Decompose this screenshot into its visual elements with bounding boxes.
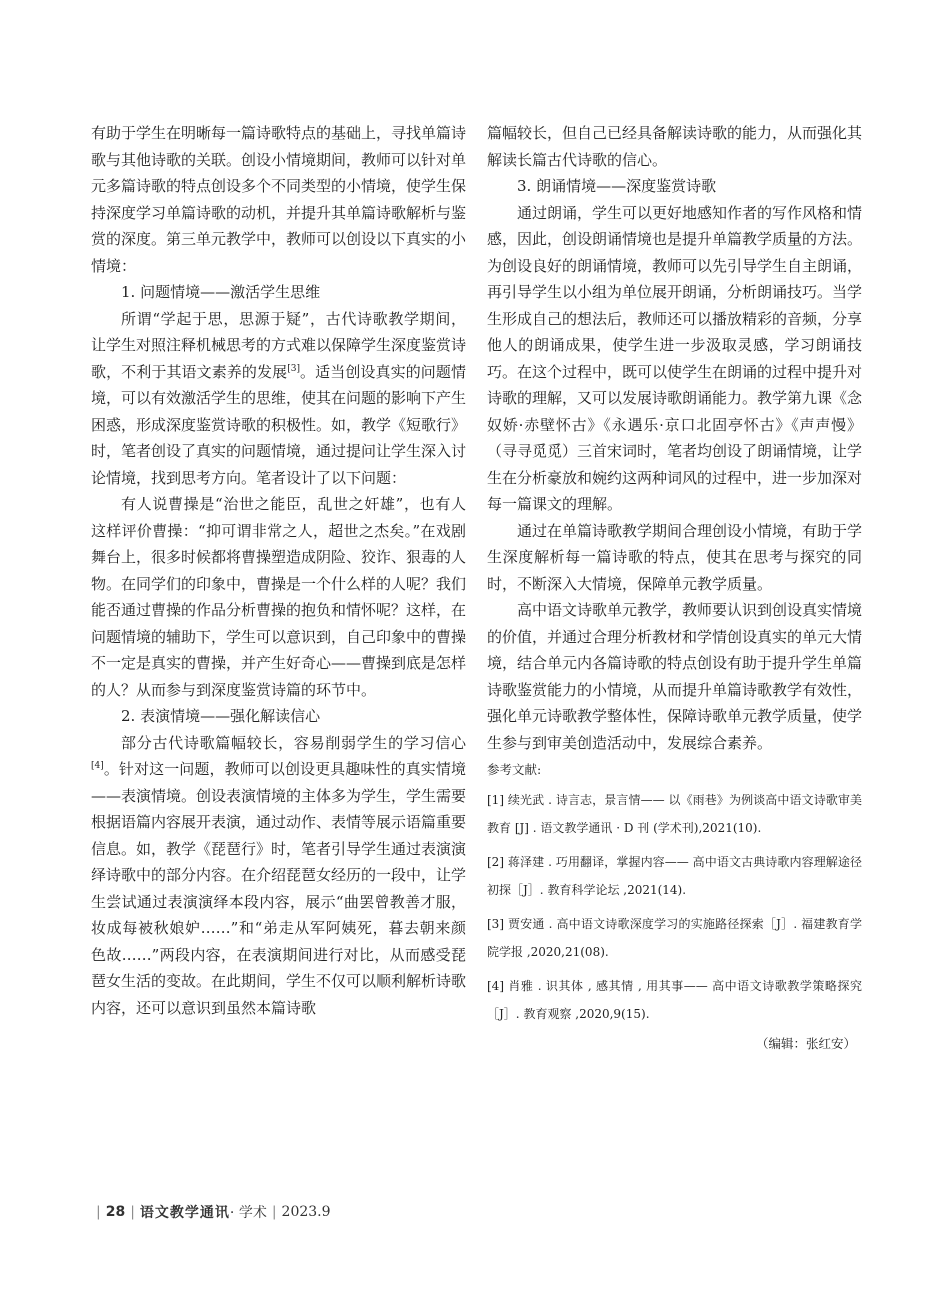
reference-item: [4] 肖雅 . 识其体 , 感其情 , 用其事—— 高中语文诗歌教学策略探究［J］. 教育观察 ,2020,9(15). — [487, 979, 862, 1021]
left-column — [91, 120, 466, 1021]
citation-marker[interactable]: [3] — [287, 363, 300, 374]
section-heading: 3. 朗诵情境——深度鉴赏诗歌 — [517, 177, 717, 195]
paragraph: 高中语文诗歌单元教学，教师要认识到创设真实情境的价值，并通过合理分析教材和学情创设真实的单元大情境，结合单元内各篇诗歌的特点创设有助于提升学生单篇诗歌鉴赏能力的小情境，从而提升单篇诗歌教学有效性，强化单元诗歌教学整体性，保障诗歌单元教学质量，使学生参与到审美创造活动中，发展综合素养。 — [487, 601, 863, 752]
divider: | — [271, 1204, 277, 1220]
section-heading: 1. 问题情境——激活学生思维 — [121, 283, 321, 301]
paragraph-text: 。适当创设真实的问题情境，可以有效激活学生的思维，使其在问题的影响下产生困惑，形成深度鉴赏诗歌的积极性。如，教学《短歌行》时，笔者创设了真实的问题情境，通过提问让学生深入讨论情境，找到思考方向。笔者设计了以下问题： — [91, 362, 467, 487]
reference-item: [3] 贾安通 . 高中语文诗歌深度学习的实施路径探索［J］. 福建教育学院学报 ,2020,21(08). — [487, 917, 862, 959]
paragraph: 通过朗诵，学生可以更好地感知作者的写作风格和情感，因此，创设朗诵情境也是提升单篇教学质量的方法。为创设良好的朗诵情境，教师可以先引导学生自主朗诵，再引导学生以小组为单位展开朗诵，分析朗诵技巧。当学生形成自己的想法后，教师还可以播放精彩的音频，分享他人的朗诵成果，使学生进一步汲取灵感，学习朗诵技巧。在这个过程中，既可以使学生在朗诵的过程中提升对诗歌的理解，又可以发展诗歌朗诵能力。教学第九课《念奴娇·赤壁怀古》《永遇乐·京口北固亭怀古》《声声慢》（寻寻觅觅）三首宋词时，笔者均创设了朗诵情境，让学生在分析豪放和婉约这两种词风的过程中，进一步加深对每一篇课文的理解。 — [487, 203, 863, 513]
journal-title: 语文教学通讯 — [139, 1205, 230, 1221]
citation-marker[interactable]: [4] — [91, 761, 104, 771]
paragraph-text: 部分古代诗歌篇幅较长，容易削弱学生的学习信心 — [121, 733, 466, 752]
right-column — [487, 120, 862, 1052]
paragraph-text: 。针对这一问题，教师可以创设更具趣味性的真实情境——表演情境。创设表演情境的主体多为学生，学生需要根据语篇内容展开表演，通过动作、表情等展示语篇重要信息。如，教学《琵琶行》时，笔者引导学生通过表演演绎诗歌中的部分内容。在介绍琵琶女经历的一段中，让学生尝试通过表演演绎本段内容，展示“曲罢曾教善才服，妆成每被秋娘妒……”和“弟走从军阿姨死，暮去朝来颜色故……”两段内容，在表演期间进行对比，从而感受琵琶女生活的变故。在此期间，学生不仅可以顺利解析诗歌内容，还可以意识到虽然本篇诗歌 — [91, 760, 467, 1017]
journal-section: · 学术 — [229, 1205, 267, 1221]
paragraph — [91, 730, 466, 1022]
divider: | — [130, 1204, 135, 1220]
reference-item: [1] 续光武 . 诗言志，景言情—— 以《雨巷》为例谈高中语文诗歌审美教育 [J] . 语文教学通讯 · D 刊 (学术刊),2021(10). — [487, 793, 862, 835]
paragraph: 有助于学生在明晰每一篇诗歌特点的基础上，寻找单篇诗歌与其他诗歌的关联。创设小情境期间，教师可以针对单元多篇诗歌的特点创设多个不同类型的小情境，使学生保持深度学习单篇诗歌的动机，并提升其单篇诗歌解析与鉴赏的深度。第三单元教学中，教师可以创设以下真实的小情境： — [91, 124, 467, 275]
page-footer — [91, 1202, 331, 1222]
page-number: 28 — [105, 1204, 126, 1220]
references-heading: 参考文献: — [487, 762, 542, 777]
paragraph-text: 所谓“学起于思，思源于疑”，古代诗歌教学期间，让学生对照注释机械思考的方式难以保障学生深度鉴赏诗歌，不利于其语文素养的发展 — [91, 309, 467, 381]
paragraph: 通过在单篇诗歌教学期间合理创设小情境，有助于学生深度解析每一篇诗歌的特点，使其在思考与探究的同时，不断深入大情境，保障单元教学质量。 — [487, 521, 863, 593]
section-heading: 2. 表演情境——强化解读信心 — [121, 707, 321, 725]
paragraph: 篇幅较长，但自己已经具备解读诗歌的能力，从而强化其解读长篇古代诗歌的信心。 — [487, 124, 863, 169]
paragraph — [91, 306, 466, 492]
paragraph: 有人说曹操是“治世之能臣，乱世之奸雄”，也有人这样评价曹操：“抑可谓非常之人，超世之杰矣。”在戏剧舞台上，很多时候都将曹操塑造成阴险、狡诈、狠毒的人物。在同学们的印象中，曹操是一个什么样的人呢？我们能否通过曹操的作品分析曹操的抱负和情怀呢？这样，在问题情境的辅助下，学生可以意识到，自己印象中的曹操不一定是真实的曹操，并产生好奇心——曹操到底是怎样的人？从而参与到深度鉴赏诗篇的环节中。 — [91, 495, 467, 699]
reference-item: [2] 蒋泽建 . 巧用翻译，掌握内容—— 高中语文古典诗歌内容理解途径初探［J］. 教育科学论坛 ,2021(14). — [487, 855, 862, 897]
divider: | — [96, 1204, 101, 1220]
editor-note: （编辑：张红安） — [755, 1036, 856, 1051]
issue-date: 2023.9 — [281, 1204, 331, 1220]
